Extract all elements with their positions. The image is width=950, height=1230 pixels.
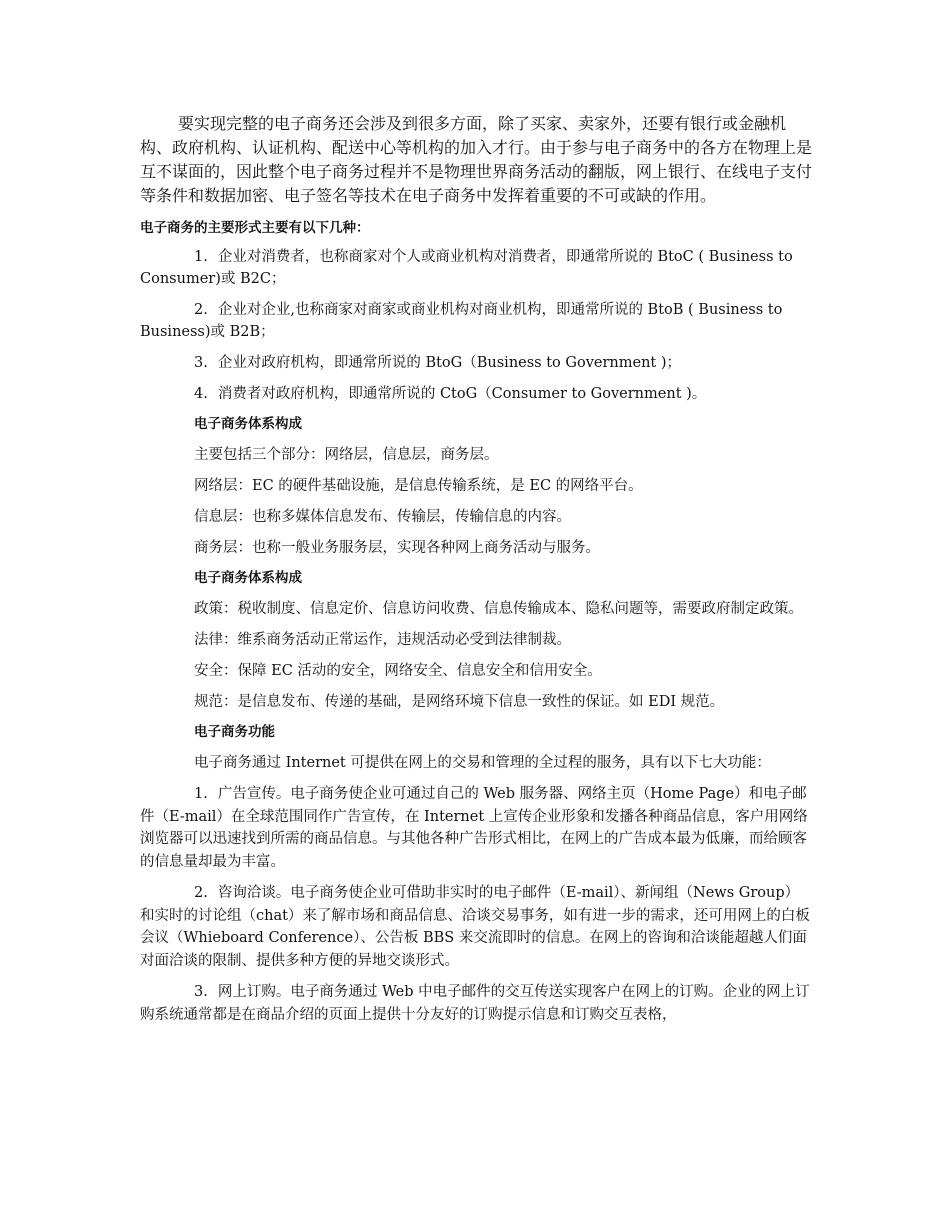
system2-line: 安全：保障 EC 活动的安全，网络安全、信息安全和信用安全。 [194,663,602,679]
system1-line: 网络层：EC 的硬件基础设施，是信息传输系统，是 EC 的网络平台。 [194,478,643,494]
form-item-text: 企业对政府机构，即通常所说的 BtoG（Business to Government )； [217,355,682,371]
function-item-number: 1. [194,786,208,802]
function-item-3 [140,981,812,1026]
system-heading-1: 电子商务体系构成 [194,416,302,432]
function-item-2 [140,882,812,972]
form-item-4 [140,383,812,405]
function-item-number: 3. [194,984,208,1000]
system2-line: 政策：税收制度、信息定价、信息访问收费、信息传输成本、隐私问题等，需要政府制定政策。 [194,601,803,617]
form-item-number: 1. [194,249,208,265]
forms-heading: 电子商务的主要形式主要有以下几种： [140,220,370,236]
function-item-1 [140,783,812,873]
system2-line: 规范：是信息发布、传递的基础，是网络环境下信息一致性的保证。如 EDI 规范。 [194,694,725,710]
function-item-number: 2. [194,885,208,901]
system1-line: 信息层：也称多媒体信息发布、传输层，传输信息的内容。 [194,509,571,525]
functions-intro: 电子商务通过 Internet 可提供在网上的交易和管理的全过程的服务，具有以下七大功能： [194,755,771,771]
form-item-number: 2. [194,302,208,318]
form-item-text: 企业对消费者，也称商家对个人或商业机构对消费者，即通常所说的 BtoC ( Business to Consumer)或 B2C； [140,249,793,287]
form-item-3 [140,352,812,374]
form-item-text: 消费者对政府机构，即通常所说的 CtoG（Consumer to Government )。 [217,386,707,402]
function-item-text: 网上订购。电子商务通过 Web 中电子邮件的交互传送实现客户在网上的订购。企业的网上订购系统通常都是在商品介绍的页面上提供十分友好的订购提示信息和订购交互表格， [140,984,810,1023]
form-item-number: 4. [194,386,208,402]
function-item-text: 广告宣传。电子商务使企业可通过自己的 Web 服务器、网络主页（Home Page）和电子邮件（E-mail）在全球范围同作广告宣传，在 Internet 上宣传企业形象和发播各种商品信息，客户用网络浏览器可以迅速找到所需的商品信息。与其他各种广告形式相比，在网上的广告成本最为低廉，而给顾客的信息量却最为丰富。 [140,786,808,870]
form-item-1 [140,246,812,290]
form-item-number: 3. [194,355,208,371]
intro-paragraph: 要实现完整的电子商务还会涉及到很多方面，除了买家、卖家外，还要有银行或金融机构、政府机构、认证机构、配送中心等机构的加入才行。由于参与电子商务中的各方在物理上是互不谋面的，因此整个电子商务过程并不是物理世界商务活动的翻版，网上银行、在线电子支付等条件和数据加密、电子签名等技术在电子商务中发挥着重要的不可或缺的作用。 [140,114,813,205]
system2-line: 法律：维系商务活动正常运作，违规活动必受到法律制裁。 [194,632,571,648]
form-item-2 [140,299,812,343]
document-body [140,112,812,1035]
form-item-text: 企业对企业,也称商家对商家或商业机构对商业机构，即通常所说的 BtoB ( Business to Business)或 B2B； [140,302,783,340]
system1-line: 主要包括三个部分：网络层，信息层，商务层。 [194,447,499,463]
functions-heading: 电子商务功能 [194,724,275,740]
system1-line: 商务层：也称一般业务服务层，实现各种网上商务活动与服务。 [194,540,600,556]
system-heading-2: 电子商务体系构成 [194,570,302,586]
function-item-text: 咨询洽谈。电子商务使企业可借助非实时的电子邮件（E-mail）、新闻组（News Group）和实时的讨论组（chat）来了解市场和商品信息、洽谈交易事务，如有进一步的需求，还可用网上的白板会议（Whieboard Conference）、公告板 BBS 来交流即时的信息。在网上的咨询和洽谈能超越人们面对面洽谈的限制、提供多种方便的异地交谈形式。 [140,885,810,969]
